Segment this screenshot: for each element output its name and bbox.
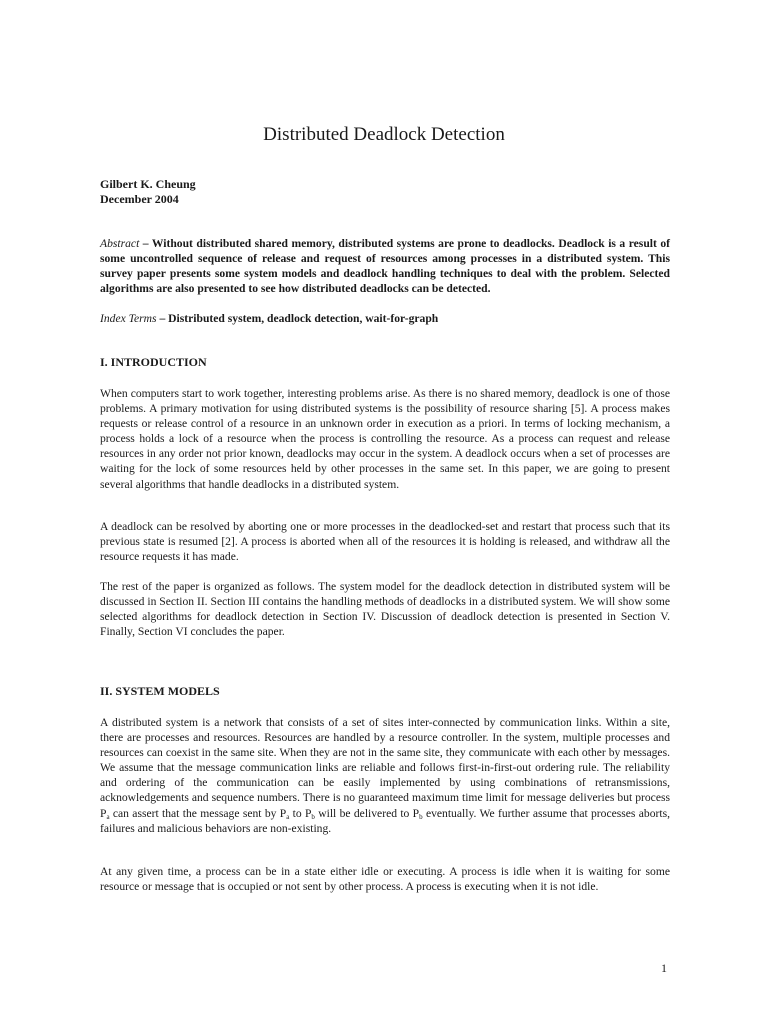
- models-p1-part-c: to P: [289, 806, 312, 820]
- models-paragraph-1: [100, 715, 670, 836]
- intro-paragraph-2: A deadlock can be resolved by aborting one or more processes in the deadlocked-set and restart that process such that its previous state is resumed [2]. A process is aborted when all of the resources it is holding is released, and withdraw all the resource requests it has made.: [100, 520, 670, 564]
- models-p1-part-a: A distributed system is a network that consists of a set of sites inter-connected by communication links. Within a site, there are processes and resources. Resources are handled by a resource controller. In the system, multiple processes and resources can coexist in the same site. When they are not in the same site, they communicate with each other by messages. We assume that the message communication links are reliable and follows first-in-first-out ordering rule. The reliability and ordering of the communication can be easily implemented by using combinations of retransmissions, acknowledgements and sequence numbers. There is no guaranteed maximum time limit for message deliveries but process P: [100, 716, 670, 820]
- models-paragraph-2: At any given time, a process can be in a state either idle or executing. A process is idle when it is waiting for some resource or message that is occupied or not sent by other process. A process is executing when it is not idle.: [100, 865, 670, 894]
- paper-title: Distributed Deadlock Detection: [263, 124, 505, 145]
- index-terms-text: Distributed system, deadlock detection, wait-for-graph: [168, 312, 439, 325]
- section-heading-introduction: I. INTRODUCTION: [100, 355, 207, 369]
- abstract-paragraph: [100, 236, 670, 296]
- models-p1-part-b: can assert that the message sent by P: [109, 806, 287, 820]
- index-terms-paragraph: [100, 311, 670, 326]
- publication-date: December 2004: [100, 192, 179, 206]
- subscript-a: a: [106, 812, 110, 821]
- intro-paragraph-3: The rest of the paper is organized as follows. The system model for the deadlock detection in distributed system will be discussed in Section II. Section III contains the handling methods of deadlocks in a distributed system. We will show some selected algorithms for deadlock detection in Section IV. Discussion of deadlock detection is presented in Section V. Finally, Section VI concludes the paper.: [100, 580, 670, 639]
- index-terms-dash: –: [156, 312, 169, 325]
- abstract-label: Abstract: [100, 237, 140, 250]
- index-terms-label: Index Terms: [100, 312, 157, 325]
- models-p1-part-d: will be delivered to P: [314, 806, 420, 820]
- abstract-dash: –: [139, 237, 152, 250]
- subscript-b: b: [311, 812, 315, 821]
- subscript-b: b: [419, 812, 423, 821]
- page-number: 1: [661, 961, 667, 975]
- abstract-text: Without distributed shared memory, distributed systems are prone to deadlocks. Deadlock is a result of some uncontrolled sequence of release and request of resources among processes in a distributed system. This survey paper presents some system models and deadlock handling techniques to deal with the problem. Selected algorithms are also presented to see how distributed deadlocks can be detected.: [100, 237, 671, 296]
- section-heading-system-models: II. SYSTEM MODELS: [100, 684, 220, 698]
- intro-paragraph-1: When computers start to work together, interesting problems arise. As there is no shared memory, deadlock is one of those problems. A primary motivation for using distributed systems is the possibility of resource sharing [5]. A process makes requests or release control of a resource in an unknown order in execution as a priori. In terms of locking mechanism, a process holds a lock of a resource when the process is controlling the resource. As a process can request and release resources in any order not prior known, deadlocks may occur in the system. A deadlock occurs when a set of processes are waiting for the lock of some resources held by other processes in the same set. In this paper, we are going to present several algorithms that handle deadlocks in a distributed system.: [100, 387, 670, 491]
- author-block: [100, 177, 196, 207]
- author-name: Gilbert K. Cheung: [100, 177, 196, 191]
- models-p1-part-e: eventually. We further assume that processes aborts, failures and malicious behaviors are non-existing.: [100, 806, 670, 835]
- subscript-a: a: [286, 812, 290, 821]
